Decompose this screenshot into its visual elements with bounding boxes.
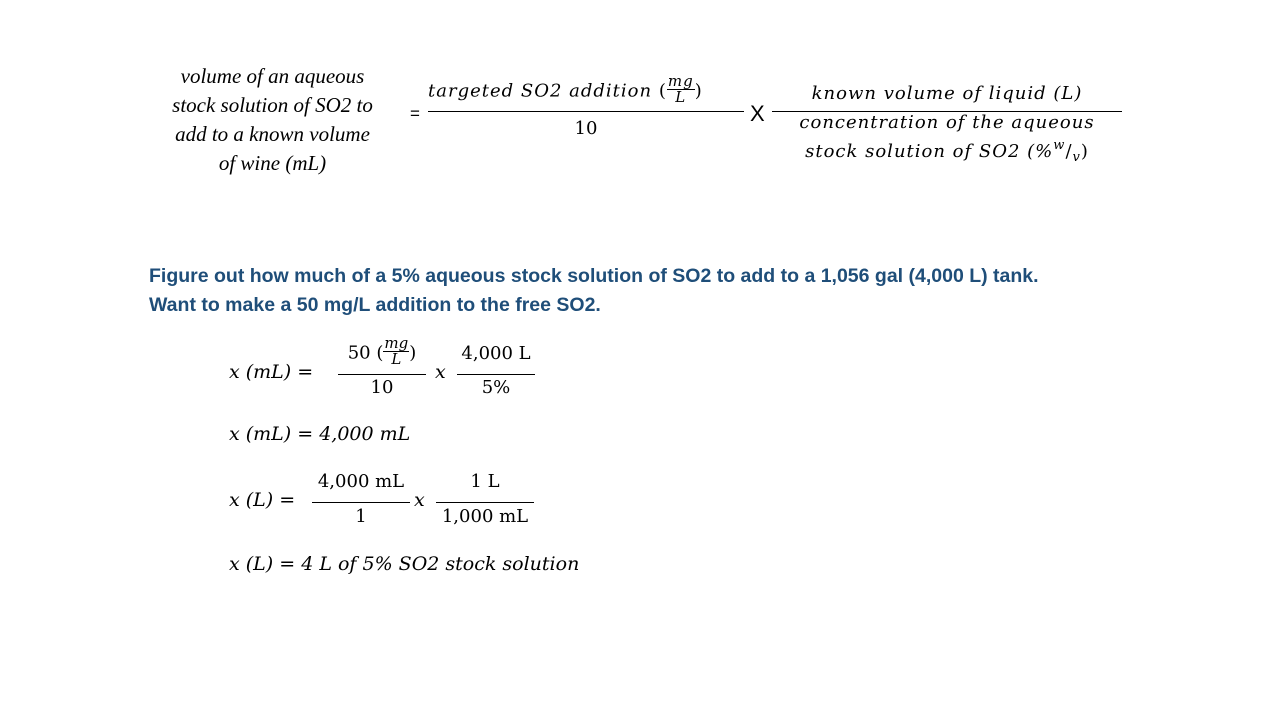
unit-numerator: mg	[384, 334, 409, 352]
formula-equals-sign: =	[410, 104, 420, 123]
formula-times-sign: X	[750, 101, 765, 126]
eq4-line: x (L) = 4 L of 5% SO2 stock solution	[229, 553, 580, 575]
formula-frac2-denominator-line1: concentration of the aqueous	[799, 112, 1095, 133]
frac2-den-close: )	[1080, 141, 1089, 162]
formula-lhs-line: volume of an aqueous	[180, 64, 365, 88]
eq3-lhs: x (L) =	[229, 489, 296, 511]
frac2-den-v: v	[1072, 150, 1081, 165]
eq1-num-unit	[383, 336, 409, 367]
formula-lhs-line: stock solution of SO2 to	[172, 93, 373, 117]
eq3-frac2-denominator: 1,000 mL	[441, 506, 529, 527]
eq1-times: x	[435, 361, 446, 383]
formula-lhs-line: add to a known volume	[175, 122, 370, 146]
frac2-den-w: w	[1053, 138, 1066, 153]
formula-frac1-numerator-text: targeted SO2 addition	[428, 80, 653, 102]
eq1-frac2-numerator: 4,000 L	[461, 343, 531, 364]
eq3-frac1-bar	[312, 502, 410, 503]
eq1-frac1-numerator: 50 ( $\frac{mg}{L}$ )	[347, 334, 417, 368]
formula-frac1-unit	[667, 74, 695, 105]
eq1-frac1-bar	[338, 374, 426, 375]
eq3-frac2-numerator: 1 L	[470, 471, 500, 492]
eq1-frac1-denominator: 10	[370, 377, 394, 398]
eq3-frac1-numerator: 4,000 mL	[317, 471, 405, 492]
formula-frac2-numerator: known volume of liquid (L)	[811, 83, 1083, 104]
eq3-frac1-denominator: 1	[355, 506, 367, 527]
frac2-den-slash: /	[1065, 141, 1073, 162]
eq1-lhs: x (mL) =	[229, 361, 314, 383]
formula-frac1-bar	[428, 111, 744, 112]
formula-frac1-numerator	[428, 72, 703, 107]
frac2-den-text: stock solution of SO2 (%	[805, 141, 1054, 162]
close-paren: )	[694, 80, 703, 102]
eq3-times: x	[414, 489, 425, 511]
problem-line-1: Figure out how much of a 5% aqueous stock solution of SO2 to add to a 1,056 gal (4,000 L) tank.	[149, 265, 1039, 287]
formula-frac2-denominator-line2	[772, 138, 1122, 165]
eq2-line: x (mL) = 4,000 mL	[229, 423, 411, 445]
formula-lhs	[130, 62, 415, 178]
formula-frac1-denominator: 10	[574, 118, 598, 139]
problem-statement	[149, 262, 1039, 320]
eq1-num-value: 50	[347, 342, 371, 364]
unit-denominator: L	[391, 350, 402, 368]
eq1-frac2-denominator: 5%	[481, 377, 511, 398]
unit-denominator: L	[675, 88, 687, 106]
unit-numerator: mg	[667, 72, 694, 90]
formula-lhs-line: of wine (mL)	[218, 151, 327, 175]
eq1-frac2-bar	[457, 374, 535, 375]
problem-line-2: Want to make a 50 mg/L addition to the free SO2.	[149, 294, 601, 316]
eq3-frac2-bar	[436, 502, 534, 503]
open-paren: (	[658, 80, 667, 102]
